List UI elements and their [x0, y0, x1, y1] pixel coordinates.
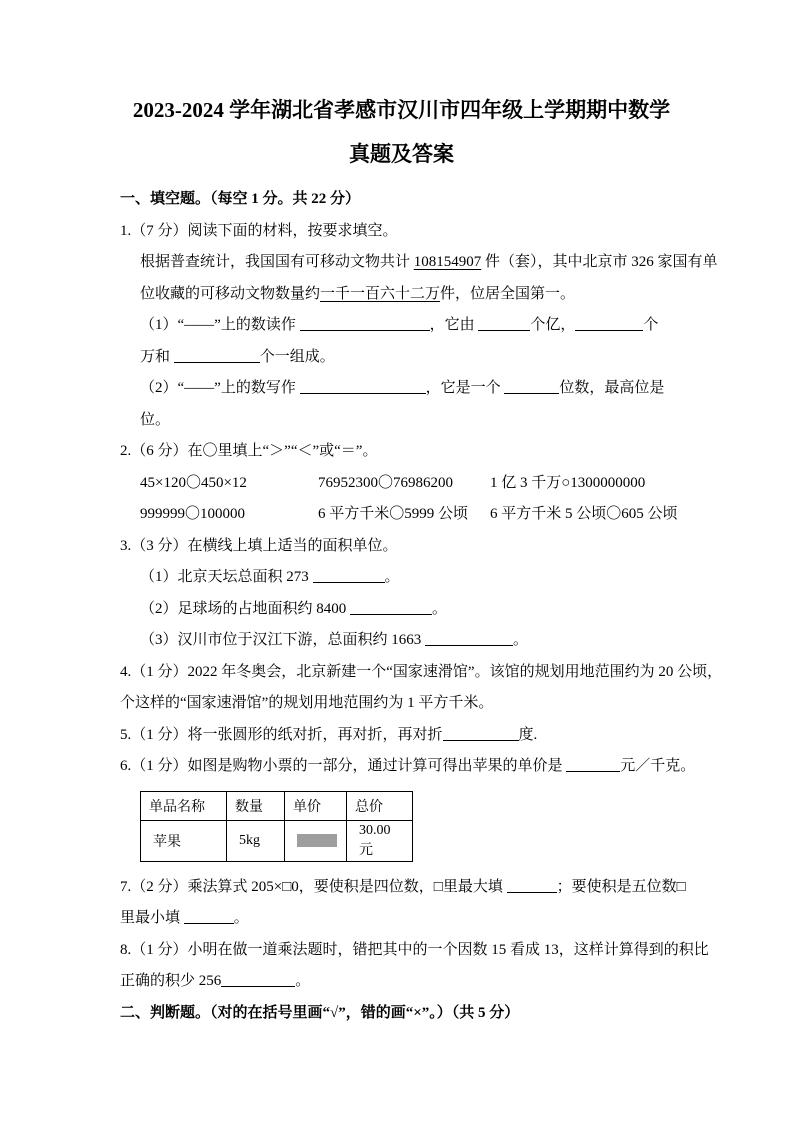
answer-blank[interactable]: [443, 726, 519, 741]
text-run: 。: [233, 910, 249, 926]
text-run: 个亿，: [530, 317, 576, 333]
receipt-cell-3: [285, 820, 347, 861]
text-run: 5.（1 分）将一张圆形的纸对折，再对折，再对折: [120, 726, 443, 743]
underlined-text: 108154907: [413, 254, 482, 270]
text-run: 根据普查统计，我国国有可移动文物共计: [140, 254, 414, 270]
answer-blank[interactable]: [221, 972, 295, 987]
text-run: 6.（1 分）如图是购物小票的一部分，通过计算可得出苹果的单价是: [120, 758, 567, 774]
text-run: ，它是一个: [425, 380, 505, 396]
section-2-heading: [120, 998, 683, 1030]
text-run: （2）足球场的占地面积约 8400: [140, 600, 351, 617]
answer-blank[interactable]: [566, 757, 620, 772]
q4-line1: [120, 657, 723, 689]
text-run: 个: [643, 317, 659, 333]
q3-stem: [120, 531, 683, 563]
answer-blank[interactable]: [300, 379, 426, 394]
q5-line: [120, 720, 683, 752]
q3-sub3: [120, 625, 683, 657]
q2-row2: [120, 499, 683, 531]
text-run: 1.（7 分）阅读下面的材料，按要求填空。: [120, 222, 398, 239]
text-run: 正确的积少 256: [120, 973, 222, 989]
title-line-1: 2023-2024 学年湖北省孝感市汉川市四年级上学期期中数学: [132, 98, 671, 122]
hidden-price-box: [297, 834, 337, 847]
text-run: 。: [295, 973, 311, 989]
q1-stem: [120, 216, 683, 248]
q2-row1-cell-1: 45×120〇450×12: [140, 474, 247, 491]
text-run: 二、判断题。（对的在括号里画“√”，错的画“×”。）（共 5 分）: [120, 1004, 520, 1021]
q4-line2: [120, 688, 683, 720]
receipt-cell-4: 30.00 元: [347, 820, 413, 861]
text-run: 8.（1 分）小明在做一道乘法题时，错把其中的一个因数 15 看成 13，这样计算得到的积比: [120, 941, 709, 958]
answer-blank[interactable]: [425, 631, 513, 646]
q1-material-line1: [120, 247, 718, 279]
text-run: 个一组成。: [259, 348, 335, 365]
receipt-data-row: [141, 820, 413, 861]
q2-row2-cell-2: 6 平方千米〇5999 公顷: [318, 506, 469, 522]
q3-sub2: [120, 594, 683, 626]
answer-blank[interactable]: [300, 316, 430, 331]
text-run: （2）“——”上的数写作: [140, 380, 300, 396]
receipt-header-4: 总价: [347, 791, 413, 820]
q2-stem: [120, 436, 683, 468]
q7-line1: [120, 872, 686, 904]
q2-row1-cell-2: 76952300〇76986200: [318, 474, 454, 491]
text-run: ，它由: [429, 317, 479, 333]
text-run: （1）北京天坛总面积 273: [140, 569, 313, 585]
text-run: 一、填空题。（每空 1 分。共 22 分）: [120, 191, 361, 207]
q2-row1-cell-3: 1 亿 3 千万○1300000000: [490, 474, 646, 491]
q1-sub2-line2: [120, 405, 683, 437]
answer-blank[interactable]: [350, 600, 432, 615]
q7-line2: [120, 903, 683, 935]
text-run: 位。: [140, 411, 171, 428]
receipt-header-3: 单价: [285, 791, 347, 820]
q3-sub1: [120, 562, 683, 594]
text-run: 位收藏的可移动文物数量约: [140, 285, 321, 302]
receipt-table: [140, 791, 413, 862]
text-run: 。: [384, 569, 400, 585]
q2-row2-cell-1: 999999〇100000: [140, 506, 246, 522]
q2-row1: [120, 468, 683, 500]
text-run: 件（套），其中北京市 326 家国有单: [481, 254, 718, 270]
text-run: （1）“——”上的数读作: [140, 317, 300, 333]
text-run: ；要使积是五位数□: [556, 878, 686, 895]
q8-line2: [120, 966, 683, 998]
receipt-header-1: 单品名称: [141, 791, 227, 820]
receipt-cell-2: 5kg: [227, 820, 285, 861]
answer-blank[interactable]: [174, 348, 260, 363]
text-run: 7.（2 分）乘法算式 205×□0，要使积是四位数，□里最大填: [120, 878, 507, 895]
answer-blank[interactable]: [507, 878, 557, 893]
section-1-heading: [120, 184, 683, 216]
text-run: 件，位居全国第一。: [440, 285, 576, 302]
answer-blank[interactable]: [184, 909, 234, 924]
q1-sub1-line1: [120, 310, 683, 342]
text-run: 万和: [140, 348, 174, 365]
receipt-header-row: [141, 791, 413, 820]
answer-blank[interactable]: [313, 568, 385, 583]
receipt-cell-1: 苹果: [141, 820, 227, 861]
text-run: 元／千克。: [620, 758, 696, 774]
text-run: 位数，最高位是: [559, 380, 665, 396]
answer-blank[interactable]: [504, 379, 559, 394]
q1-sub1-line2: [120, 342, 683, 374]
text-run: （3）汉川市位于汉江下游，总面积约 1663: [140, 632, 426, 648]
q1-sub2-line1: [120, 373, 683, 405]
q8-line1: [120, 935, 709, 967]
q2-row2-cell-3: 6 平方千米 5 公顷〇605 公顷: [490, 506, 678, 522]
text-run: 。: [513, 632, 529, 648]
text-run: 个这样的“国家速滑馆”的规划用地范围约为 1 平方千米。: [120, 695, 494, 711]
underlined-text: 一千一百六十二万: [320, 285, 441, 302]
text-run: 。: [432, 600, 448, 617]
q1-material-line2: [120, 279, 683, 311]
answer-blank[interactable]: [478, 316, 530, 331]
answer-blank[interactable]: [575, 316, 643, 331]
receipt-header-2: 数量: [227, 791, 285, 820]
text-run: 度.: [518, 726, 538, 743]
q6-line: [120, 751, 696, 783]
text-run: 3.（3 分）在横线上填上适当的面积单位。: [120, 537, 398, 554]
document-body: [120, 184, 723, 1029]
text-run: 里最小填: [120, 910, 184, 926]
document-title: [120, 88, 683, 176]
text-run: 4.（1 分）2022 年冬奥会，北京新建一个“国家速滑馆”。该馆的规划用地范围约为 20 公顷，: [120, 663, 723, 680]
title-line-2: 真题及答案: [349, 142, 454, 166]
text-run: 2.（6 分）在〇里填上“＞”“＜”或“＝”。: [120, 443, 378, 459]
